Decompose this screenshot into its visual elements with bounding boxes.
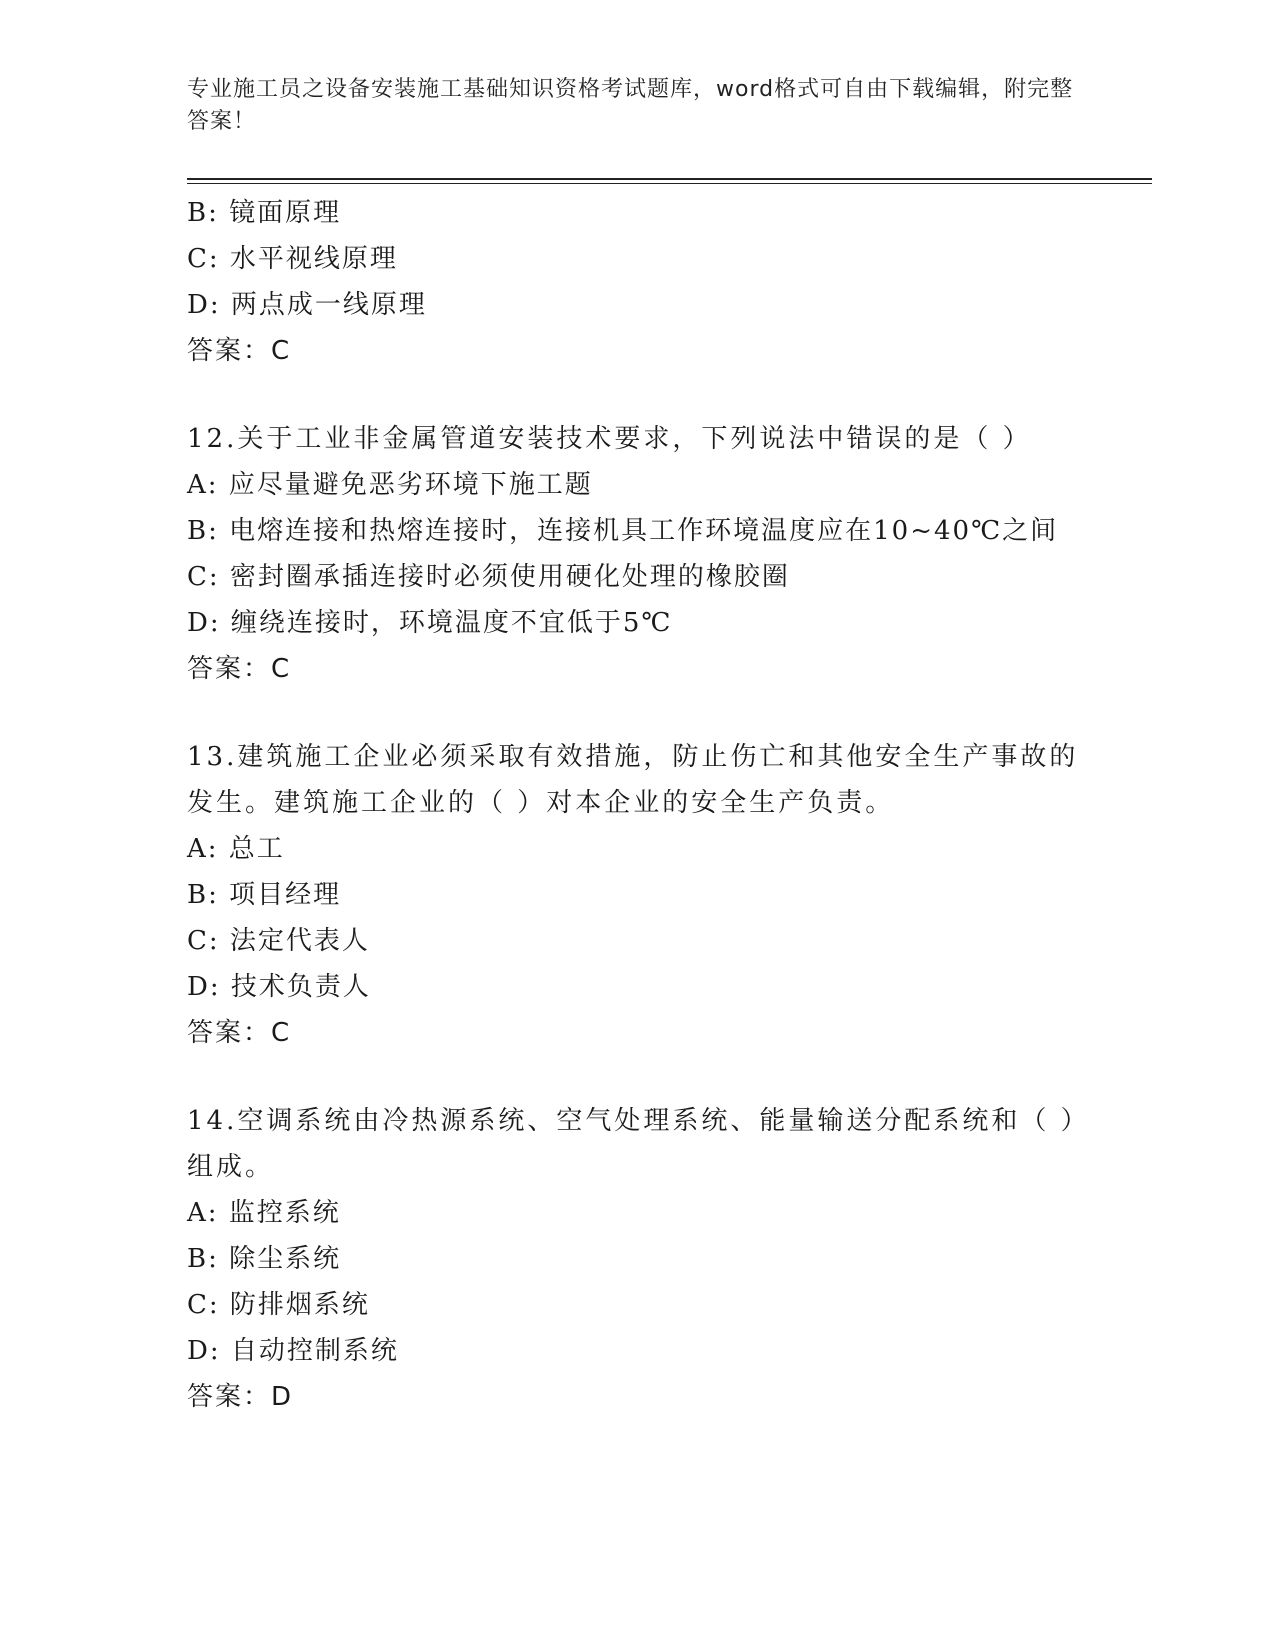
option-a: A: 总工 xyxy=(187,834,285,864)
option-d: D: 两点成一线原理 xyxy=(187,290,427,320)
option-b: B: 电熔连接和热熔连接时，连接机具工作环境温度应在10~40℃之间 xyxy=(187,516,1059,546)
answer-line: 答案：C xyxy=(187,336,292,366)
option-c: C: 防排烟系统 xyxy=(187,1290,370,1320)
document-body xyxy=(187,190,1107,1420)
header-rule-thin xyxy=(187,183,1152,184)
option-c: C: 法定代表人 xyxy=(187,926,370,956)
document-header xyxy=(187,74,1087,138)
question-13 xyxy=(187,734,1107,1056)
question-14 xyxy=(187,1098,1107,1420)
question-11-carryover xyxy=(187,190,1107,374)
option-b: B: 除尘系统 xyxy=(187,1244,342,1274)
question-stem: 13.建筑施工企业必须采取有效措施，防止伤亡和其他安全生产事故的发生。建筑施工企业的（ ）对本企业的安全生产负责。 xyxy=(187,742,1079,818)
option-a: A: 监控系统 xyxy=(187,1198,341,1228)
answer-line: 答案：D xyxy=(187,1382,294,1412)
header-title: 专业施工员之设备安装施工基础知识资格考试题库，word格式可自由下载编辑，附完整答案！ xyxy=(187,77,1074,134)
answer-line: 答案：C xyxy=(187,1018,292,1048)
question-12 xyxy=(187,416,1107,692)
answer-line: 答案：C xyxy=(187,654,292,684)
question-stem: 12.关于工业非金属管道安装技术要求，下列说法中错误的是（ ） xyxy=(187,424,1032,454)
header-rule-thick xyxy=(187,178,1152,180)
option-d: D: 技术负责人 xyxy=(187,972,371,1002)
option-d: D: 缠绕连接时，环境温度不宜低于5℃ xyxy=(187,608,673,638)
option-c: C: 水平视线原理 xyxy=(187,244,398,274)
option-c: C: 密封圈承插连接时必须使用硬化处理的橡胶圈 xyxy=(187,562,790,592)
question-stem: 14.空调系统由冷热源系统、空气处理系统、能量输送分配系统和（ ）组成。 xyxy=(187,1106,1090,1182)
option-b: B: 镜面原理 xyxy=(187,198,342,228)
option-b: B: 项目经理 xyxy=(187,880,342,910)
option-d: D: 自动控制系统 xyxy=(187,1336,399,1366)
option-a: A: 应尽量避免恶劣环境下施工题 xyxy=(187,470,593,500)
